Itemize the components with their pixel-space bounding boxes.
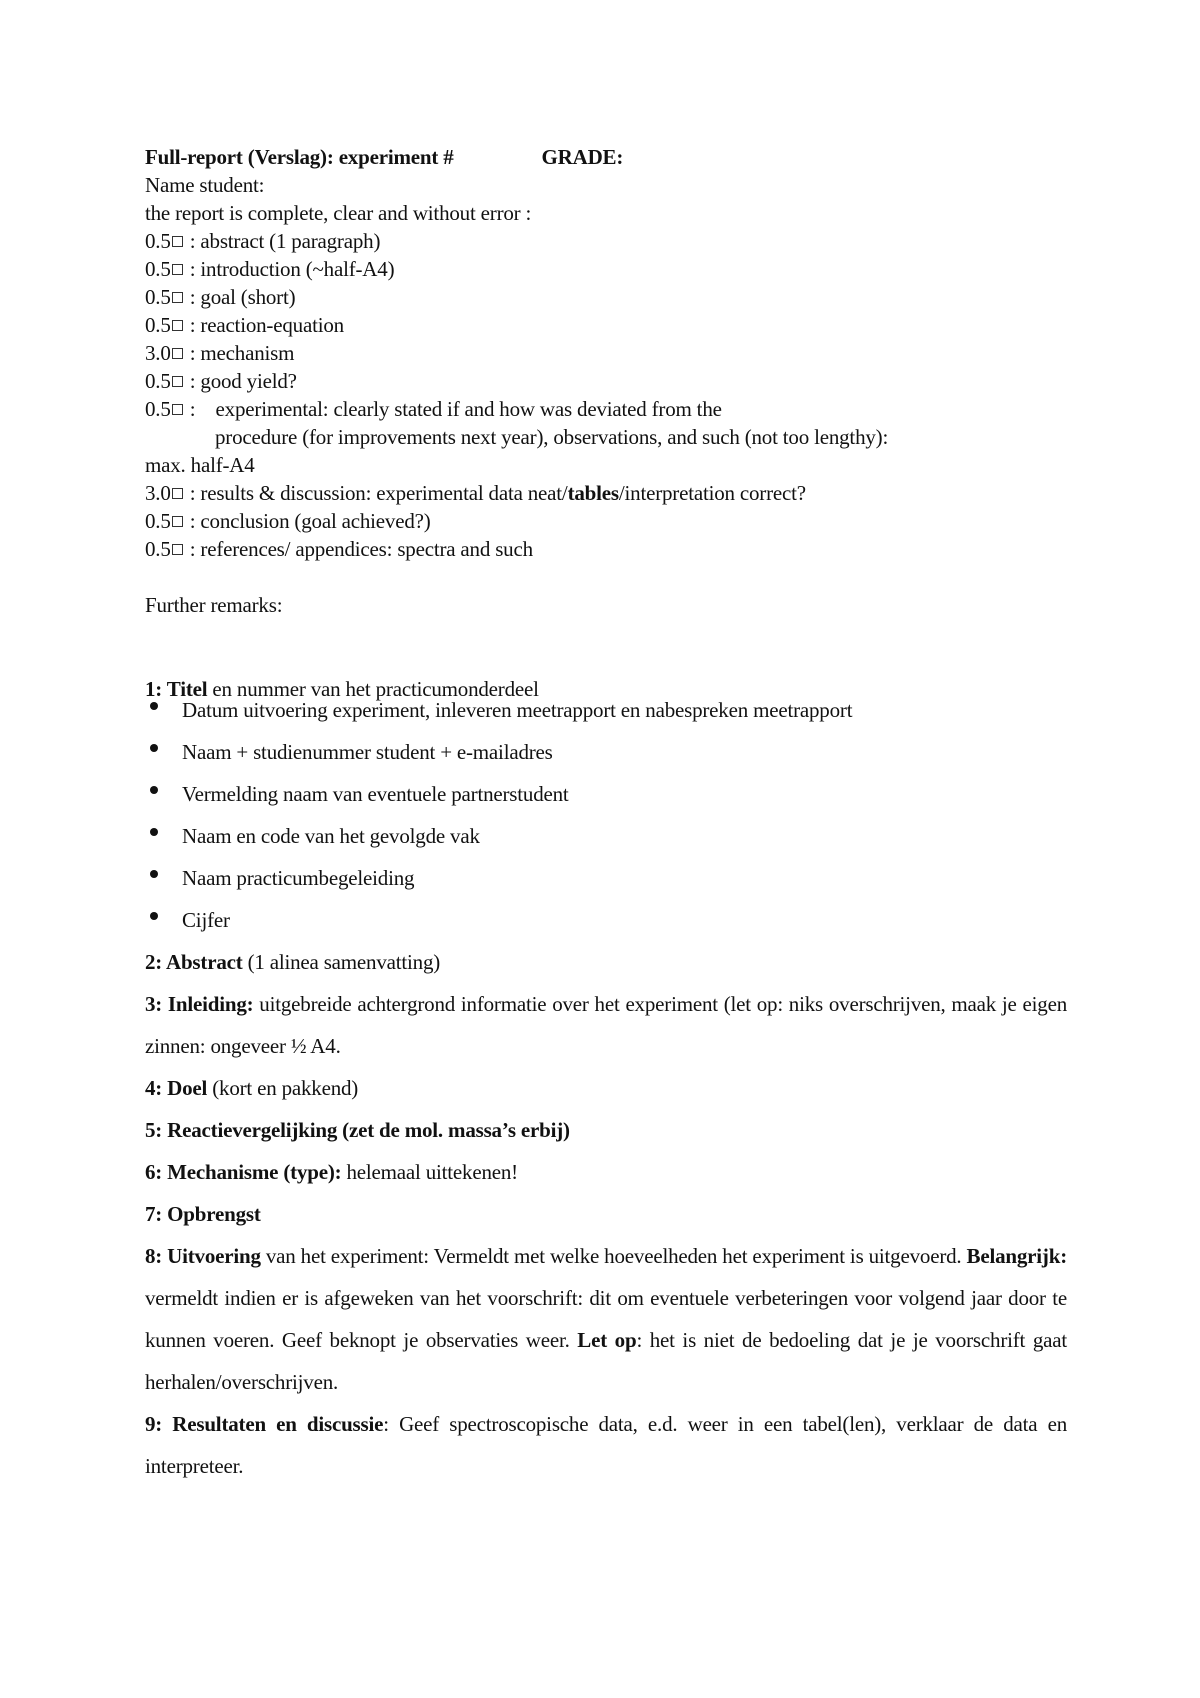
document-page [145, 143, 1067, 1487]
section-1: 1: Titel en nummer van het practicumonderdeel Datum uitvoering experiment, inleveren meetrapport en nabespreken meetrapport Naam + studienummer student + e-mailadres Vermelding naam van eventuele partnerstudent Naam en code van het gevolgde vak Naam practicumbegeleiding Cijfer [145, 675, 1067, 941]
list-item: Cijfer [145, 899, 1067, 941]
checkbox-icon[interactable] [172, 516, 183, 527]
bullet-icon [150, 912, 158, 920]
criteria-list [145, 227, 1067, 563]
criterion-row: 0.5 : goal (short) [145, 285, 296, 309]
criterion-row: 0.5 : abstract (1 paragraph) [145, 229, 381, 253]
report-title-line [145, 143, 1067, 171]
checkbox-icon[interactable] [172, 264, 183, 275]
list-item: Datum uitvoering experiment, inleveren meetrapport en nabespreken meetrapport [145, 689, 1067, 731]
bullet-icon [150, 828, 158, 836]
checkbox-icon[interactable] [172, 544, 183, 555]
grade-label: GRADE: [541, 145, 624, 169]
list-item: Naam en code van het gevolgde vak [145, 815, 1067, 857]
criterion-row: 0.5 : conclusion (goal achieved?) [145, 509, 431, 533]
criterion-row: 0.5 : references/ appendices: spectra and such [145, 537, 533, 561]
section-5: 5: Reactievergelijking (zet de mol. massa’s erbij) [145, 1118, 570, 1142]
section-8: 8: Uitvoering van het experiment: Vermeldt met welke hoeveelheden het experiment is uitgevoerd. Belangrijk: vermeldt indien er is afgeweken van het voorschrift: dit om eventuele verbeteringen voor volgend jaar door te kunnen voeren. Geef beknopt je observaties weer. Let op: het is niet de bedoeling dat je je voorschrift gaat herhalen/overschrijven. [145, 1244, 1067, 1394]
section-7: 7: Opbrengst [145, 1202, 261, 1226]
list-item: Naam + studienummer student + e-mailadres [145, 731, 1067, 773]
checkbox-icon[interactable] [172, 292, 183, 303]
list-item: Vermelding naam van eventuele partnerstudent [145, 773, 1067, 815]
checkbox-icon[interactable] [172, 348, 183, 359]
experimental-max: max. half-A4 [145, 453, 255, 477]
bullet-icon [150, 870, 158, 878]
checkbox-icon[interactable] [172, 320, 183, 331]
criterion-row: 0.5 : reaction-equation [145, 313, 344, 337]
section-3: 3: Inleiding: uitgebreide achtergrond informatie over het experiment (let op: niks overschrijven, maak je eigen zinnen: ongeveer ½ A4. [145, 992, 1067, 1058]
criterion-row: 3.0 : results & discussion: experimental data neat/tables/interpretation correct? [145, 481, 806, 505]
criterion-row: 0.5 : introduction (~half-A4) [145, 257, 395, 281]
section-6: 6: Mechanisme (type): helemaal uittekenen! [145, 1160, 518, 1184]
section-4: 4: Doel (kort en pakkend) [145, 1076, 359, 1100]
criteria-intro: the report is complete, clear and without error : [145, 201, 532, 225]
name-student-label: Name student: [145, 173, 265, 197]
checkbox-icon[interactable] [172, 488, 183, 499]
further-remarks-label: Further remarks: [145, 593, 283, 617]
bullet-icon [150, 702, 158, 710]
report-title: Full-report (Verslag): experiment # [145, 145, 454, 169]
bullet-list [145, 689, 1067, 941]
section-2: 2: Abstract (1 alinea samenvatting) [145, 950, 441, 974]
bullet-icon [150, 786, 158, 794]
list-item: Naam practicumbegeleiding [145, 857, 1067, 899]
experimental-continuation: procedure (for improvements next year), observations, and such (not too lengthy): [215, 425, 889, 449]
section-1-label: 1: Titel [145, 677, 208, 701]
checkbox-icon[interactable] [172, 404, 183, 415]
section-9: 9: Resultaten en discussie: Geef spectroscopische data, e.d. weer in een tabel(len), verklaar de data en interpreteer. [145, 1412, 1067, 1478]
criterion-row: 0.5 : good yield? [145, 369, 297, 393]
bullet-icon [150, 744, 158, 752]
checkbox-icon[interactable] [172, 376, 183, 387]
criterion-row: 0.5 : experimental: clearly stated if and how was deviated from the [145, 397, 722, 421]
criterion-row: 3.0 : mechanism [145, 341, 295, 365]
checkbox-icon[interactable] [172, 236, 183, 247]
